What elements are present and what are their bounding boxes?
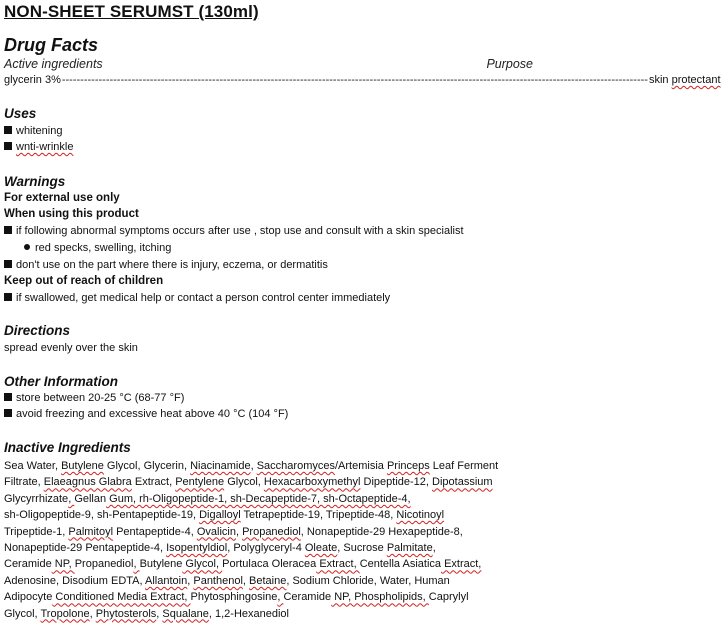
uses-item: wnti-wrinkle — [4, 141, 73, 153]
inactive-line — [4, 556, 542, 572]
text-segment: , — [250, 460, 257, 472]
flagged-word: Betaine — [249, 574, 287, 587]
flagged-word: , — [277, 591, 284, 604]
square-bullet-icon — [4, 126, 12, 134]
text-segment: Glycol, Glycerin, — [103, 460, 191, 472]
text-segment: , — [187, 574, 194, 587]
flagged-word: Isopentyldiol — [166, 542, 228, 555]
text-segment: , 1,2-Hexanediol — [208, 607, 289, 620]
text-segment: Nonapeptide-29 Pentapeptide-4, — [4, 542, 167, 555]
text-segment: Centella Asiatica — [359, 558, 442, 571]
flagged-word: Conditioned Media Extract, — [52, 591, 191, 604]
text-segment: Gellan — [74, 492, 107, 505]
flagged-word: Palmitate — [386, 542, 433, 555]
flagged-word: NP, — [51, 558, 75, 571]
text-segment: , Nonapeptide-29 Hexapeptide-8, — [300, 525, 463, 538]
uses-item: whitening — [4, 125, 62, 137]
product-title: NON-SHEET SERUMST (130ml) — [4, 2, 259, 21]
text-segment: Extract, — [131, 476, 176, 489]
inactive-line — [4, 606, 542, 622]
round-bullet-icon — [24, 244, 30, 250]
flagged-word: Pentylene — [175, 476, 225, 489]
flagged-word: Niacinamide — [190, 460, 251, 472]
text-segment: Sea Water, — [4, 460, 62, 472]
text-segment: , — [89, 607, 96, 620]
text-segment: Dipeptide-12, — [360, 476, 433, 489]
active-ingredient-row — [4, 74, 721, 89]
flagged-word: , — [68, 492, 75, 505]
flagged-word: Ovalicin — [196, 525, 236, 538]
square-bullet-icon — [4, 293, 12, 301]
text-segment: Caprylyl — [428, 591, 469, 604]
text-segment: , Polyglyceryl-4 — [227, 542, 305, 555]
flagged-word: Allantoin — [145, 574, 188, 587]
square-bullet-icon — [4, 260, 12, 268]
square-bullet-icon — [4, 142, 12, 150]
inactive-line — [4, 491, 542, 507]
flagged-word: Extract, — [316, 558, 360, 571]
active-purpose-word: protectant — [671, 74, 721, 86]
inactive-ingredients-heading: Inactive Ingredients — [4, 440, 131, 455]
flagged-word: Saccharomyces — [256, 460, 335, 472]
flagged-word: Phytosterols — [95, 607, 157, 620]
text-segment: Pentapeptide-4, — [113, 525, 197, 538]
text-segment: Glycyrrhizate — [4, 492, 69, 505]
flagged-word: Butylene — [61, 460, 104, 472]
flagged-word: Dipotassium — [432, 476, 493, 489]
text-segment: , — [235, 525, 243, 538]
flagged-word: NP, Phospholipids, — [331, 591, 429, 604]
square-bullet-icon — [4, 409, 12, 417]
drug-facts-heading: Drug Facts — [4, 35, 99, 55]
inactive-line — [4, 540, 542, 556]
text-segment: , Sucrose — [337, 542, 387, 555]
leader-dashes: ---------------------------------------------------------------------------------------------------------------------------------------------------------------- — [61, 74, 648, 86]
text-segment: Glycol, — [4, 607, 41, 620]
inactive-ingredients-text — [4, 458, 542, 622]
text-segment: , — [242, 574, 250, 587]
flagged-word: Glycol, — [182, 558, 223, 571]
text-segment: Ceramide — [4, 558, 52, 571]
flagged-word: Palmitoyl — [68, 525, 114, 538]
other-info-heading: Other Information — [4, 374, 118, 389]
flagged-word: Gum, rh-Oligopeptide-1, sh-Decapeptide-7, sh-Octapeptide-4, — [106, 492, 411, 505]
flagged-word: , — [133, 558, 140, 571]
text-segment: Tetrapeptide-19, Tripeptide-48, — [240, 509, 397, 522]
flagged-word: Princeps — [386, 460, 430, 472]
inactive-line — [4, 458, 542, 474]
other-info-item: store between 20-25 °C (68-77 °F) — [4, 392, 184, 404]
text-segment: Leaf Ferment — [429, 460, 499, 472]
inactive-line — [4, 507, 542, 523]
text-segment: , Sodium Chloride, Water, Human — [286, 574, 450, 587]
text-segment: , — [156, 607, 163, 620]
external-use-text: For external use only — [4, 192, 120, 204]
flagged-word: Oleate — [304, 542, 338, 555]
other-info-item: avoid freezing and excessive heat above 40 °C (104 °F) — [4, 408, 288, 420]
active-ingredients-label: Active ingredients — [4, 57, 103, 71]
text-segment: Phytosphingosine — [190, 591, 278, 604]
inactive-line — [4, 573, 542, 589]
flagged-word: Squalane — [162, 607, 209, 620]
flagged-word: Digalloyl — [199, 509, 241, 522]
inactive-line — [4, 589, 542, 605]
keep-out-text: Keep out of reach of children — [4, 275, 164, 287]
warning-item: don't use on the part where there is injury, eczema, or dermatitis — [4, 259, 328, 271]
flagged-word: Tropolone — [40, 607, 90, 620]
flagged-word: Nicotinoyl — [396, 509, 445, 522]
text-segment: Ceramide — [283, 591, 332, 604]
flagged-word: Hexacarboxymethyl — [263, 476, 361, 489]
text-segment: sh-Oligopeptide-9, sh-Pentapeptide-19, — [4, 509, 200, 522]
flagged-word: Extract, — [441, 558, 482, 571]
inactive-line — [4, 474, 542, 490]
purpose-label: Purpose — [486, 57, 533, 71]
when-using-text: When using this product — [4, 208, 139, 220]
warning-item: if swallowed, get medical help or contact a person control center immediately — [4, 292, 390, 304]
warnings-heading: Warnings — [4, 174, 66, 189]
text-segment: Filtrate, — [4, 476, 44, 489]
text-segment: /Artemisia — [334, 460, 387, 472]
text-segment: , — [432, 542, 436, 555]
text-segment: Adenosine, Disodium EDTA, — [4, 574, 146, 587]
warning-item: if following abnormal symptoms occurs after use , stop use and consult with a skin specialist — [4, 225, 464, 237]
flagged-word: Panthenol — [193, 574, 243, 587]
square-bullet-icon — [4, 226, 12, 234]
text-segment: Butylene — [139, 558, 183, 571]
square-bullet-icon — [4, 393, 12, 401]
inactive-line — [4, 524, 542, 540]
active-ingredient: glycerin 3% — [4, 74, 61, 86]
directions-text: spread evenly over the skin — [4, 342, 138, 354]
text-segment: Portulaca Oleracea — [222, 558, 317, 571]
text-segment: Tripeptide-1, — [4, 525, 69, 538]
text-segment: Propanediol — [74, 558, 134, 571]
flagged-word: Elaeagnus Glabra — [43, 476, 132, 489]
active-purpose: skin protectant — [648, 74, 721, 86]
directions-heading: Directions — [4, 323, 71, 338]
text-segment: Adipocyte — [4, 591, 53, 604]
uses-heading: Uses — [4, 106, 37, 121]
warning-subitem: red specks, swelling, itching — [24, 242, 171, 254]
flagged-word: Propanediol — [242, 525, 301, 538]
text-segment: Glycol, — [224, 476, 264, 489]
